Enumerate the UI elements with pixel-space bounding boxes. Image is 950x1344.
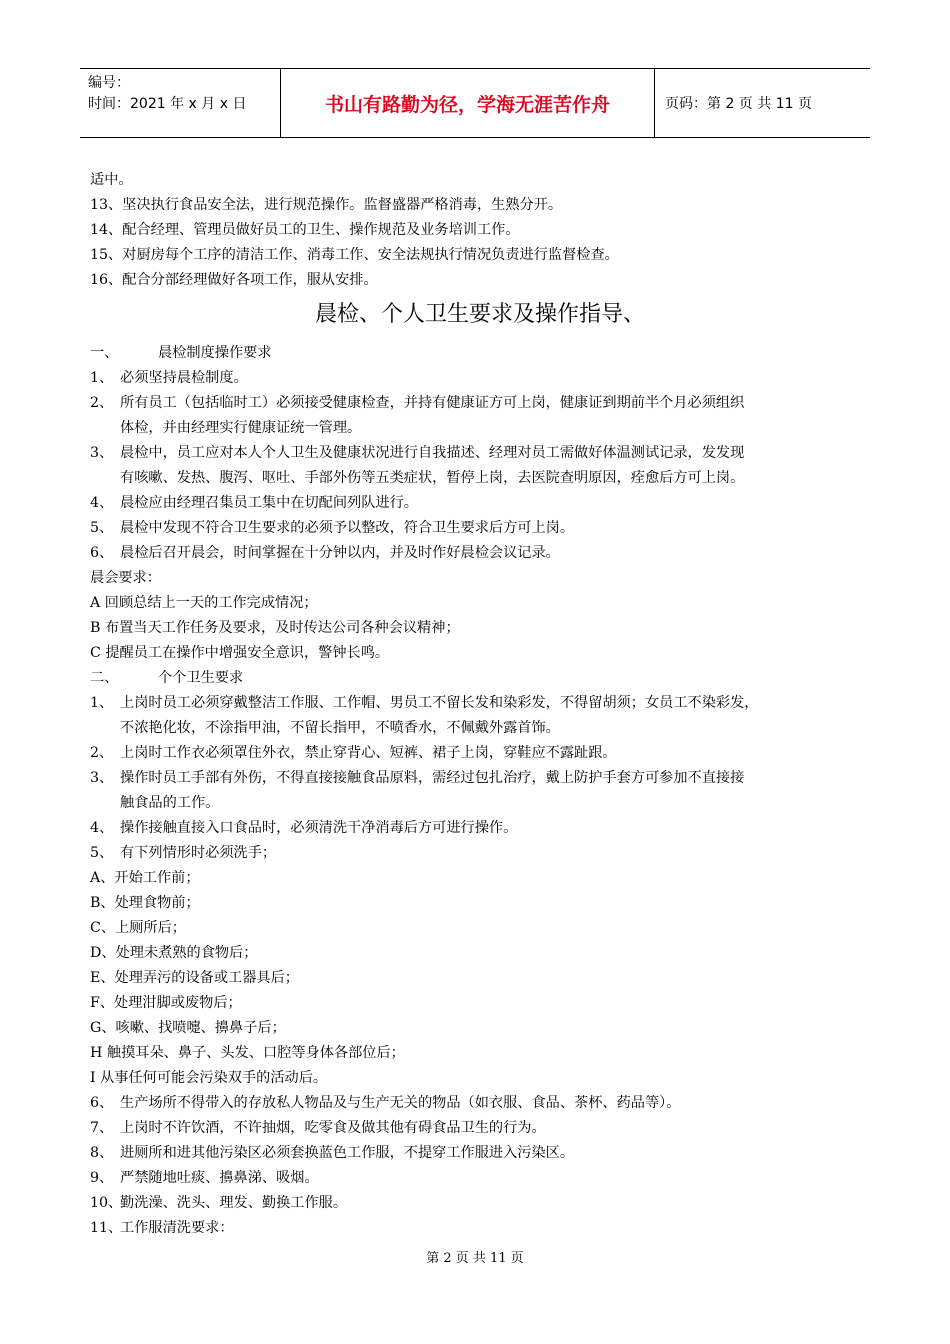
header-motto: 书山有路勤为径，学海无涯苦作舟 bbox=[280, 69, 655, 137]
meeting-item: B 布置当天工作任务及要求，及时传达公司各种会议精神； bbox=[90, 620, 460, 636]
list-item: 6、 生产场所不得带入的存放私人物品及与生产无关的物品（如衣服、食品、茶杯、药品等）。 bbox=[90, 1095, 681, 1111]
section-title: 晨检、个人卫生要求及操作指导、 bbox=[314, 302, 645, 327]
section-heading: 一、 晨检制度操作要求 bbox=[90, 345, 272, 361]
meeting-item: A 回顾总结上一天的工作完成情况； bbox=[90, 595, 318, 611]
list-item: 10、勤洗澡、洗头、理发、勤换工作服。 bbox=[90, 1195, 348, 1211]
wash-item: B、处理食物前； bbox=[90, 895, 200, 911]
list-item: 1、 上岗时员工必须穿戴整洁工作服、工作帽、男员工不留长发和染彩发，不得留胡须；女员工不染彩发， 不浓艳化妆，不涂指甲油，不留长指甲，不喷香水，不佩戴外露首饰。 bbox=[90, 695, 759, 736]
list-item: 2、 所有员工（包括临时工）必须接受健康检查，并持有健康证方可上岗，健康证到期前半个月必须组织 体检，并由经理实行健康证统一管理。 bbox=[90, 395, 745, 436]
wash-item: C、上厕所后； bbox=[90, 920, 186, 936]
wash-item: G、咳嗽、找喷嚏、擤鼻子后； bbox=[90, 1020, 286, 1036]
list-item: 1、 必须坚持晨检制度。 bbox=[90, 370, 248, 386]
list-item: 16、配合分部经理做好各项工作，服从安排。 bbox=[90, 272, 378, 288]
list-item: 5、 晨检中发现不符合卫生要求的必须予以整改，符合卫生要求后方可上岗。 bbox=[90, 520, 575, 536]
meeting-label: 晨会要求： bbox=[90, 570, 161, 586]
wash-item: A、开始工作前； bbox=[90, 870, 200, 886]
list-item: 4、 操作接触直接入口食品时，必须清洗干净消毒后方可进行操作。 bbox=[90, 820, 518, 836]
header-page-number: 页码：第 2 页 共 11 页 bbox=[665, 96, 812, 112]
section-heading: 二、 个个卫生要求 bbox=[90, 670, 244, 686]
list-item: 2、 上岗时工作衣必须罩住外衣，禁止穿背心、短裤、裙子上岗，穿鞋应不露趾跟。 bbox=[90, 745, 617, 761]
wash-item: H 触摸耳朵、鼻子、头发、口腔等身体各部位后； bbox=[90, 1045, 405, 1061]
list-item: 8、 进厕所和进其他污染区必须套换蓝色工作服，不提穿工作服进入污染区。 bbox=[90, 1145, 575, 1161]
wash-item: E、处理弄污的设备或工器具后； bbox=[90, 970, 299, 986]
page-header bbox=[80, 68, 870, 138]
list-item: 13、坚决执行食品安全法，进行规范操作。监督盛器严格消毒，生熟分开。 bbox=[90, 197, 563, 213]
list-item: 6、 晨检后召开晨会，时间掌握在十分钟以内，并及时作好晨检会议记录。 bbox=[90, 545, 560, 561]
continued-text: 适中。 bbox=[90, 172, 133, 188]
list-item: 7、 上岗时不许饮酒，不许抽烟，吃零食及做其他有碍食品卫生的行为。 bbox=[90, 1120, 546, 1136]
wash-item: I 从事任何可能会污染双手的活动后。 bbox=[90, 1070, 328, 1086]
page-footer: 第 2 页 共 11 页 bbox=[426, 1251, 524, 1266]
document-date: 时间：2021 年 x 月 x 日 bbox=[88, 96, 247, 112]
list-item: 5、 有下列情形时必须洗手； bbox=[90, 845, 277, 861]
list-item: 14、配合经理、管理员做好员工的卫生、操作规范及业务培训工作。 bbox=[90, 222, 520, 238]
document-number-label: 编号： bbox=[88, 75, 130, 91]
list-item: 15、对厨房每个工序的清洁工作、消毒工作、安全法规执行情况负责进行监督检查。 bbox=[90, 247, 619, 263]
document-body bbox=[90, 168, 870, 1241]
wash-item: D、处理未煮熟的食物后； bbox=[90, 945, 258, 961]
list-item: 3、 操作时员工手部有外伤，不得直接接触食品原料，需经过包扎治疗，戴上防护手套方可参加不直接接 触食品的工作。 bbox=[90, 770, 745, 811]
list-item: 4、 晨检应由经理召集员工集中在切配间列队进行。 bbox=[90, 495, 418, 511]
list-item: 9、 严禁随地吐痰、擤鼻涕、吸烟。 bbox=[90, 1170, 319, 1186]
meeting-item: C 提醒员工在操作中增强安全意识，警钟长鸣。 bbox=[90, 645, 390, 661]
list-item: 3、 晨检中，员工应对本人个人卫生及健康状况进行自我描述、经理对员工需做好体温测试记录，发发现 有咳嗽、发热、腹泻、呕吐、手部外伤等五类症状，暂停上岗，去医院查明原因，痊愈后方可上岗。 bbox=[90, 445, 745, 486]
header-meta bbox=[80, 69, 280, 137]
wash-item: F、处理泔脚或废物后； bbox=[90, 995, 242, 1011]
list-item: 11、工作服清洗要求： bbox=[90, 1220, 234, 1236]
